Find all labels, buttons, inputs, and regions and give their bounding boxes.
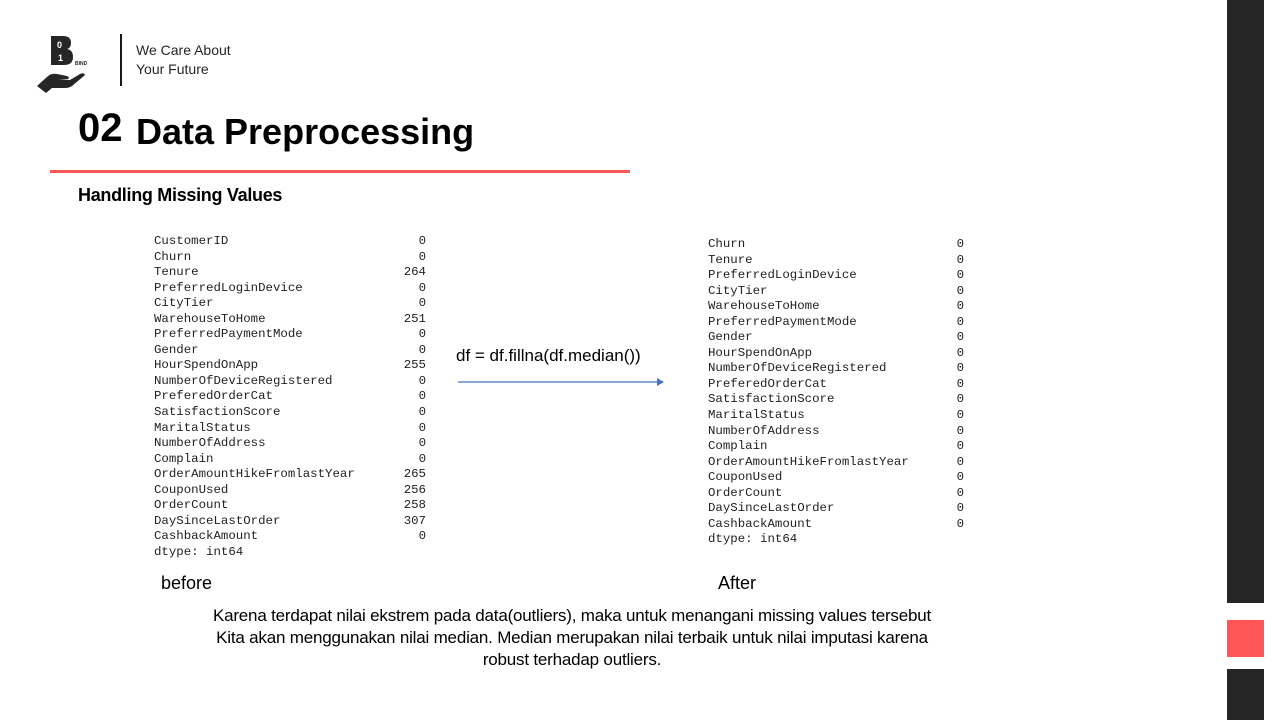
right-arrow-icon: [458, 374, 668, 390]
before-row: [154, 281, 426, 297]
after-missing-count: 0: [956, 470, 964, 485]
before-row: [154, 452, 426, 468]
before-row: [154, 327, 426, 343]
after-missing-counts: [708, 237, 964, 548]
after-column-name: OrderCount: [708, 485, 783, 500]
tagline-line-1: We Care About: [136, 42, 231, 58]
svg-text:1: 1: [58, 53, 64, 63]
after-column-name: SatisfactionScore: [708, 392, 835, 407]
section-number: 02: [78, 106, 123, 150]
after-row: [708, 237, 964, 253]
before-missing-count: 251: [403, 311, 426, 326]
side-bar-top: [1227, 0, 1264, 603]
before-missing-count: 307: [403, 513, 426, 528]
after-column-name: Gender: [708, 330, 753, 345]
before-missing-count: 0: [418, 296, 426, 311]
title-underline: [50, 170, 630, 173]
after-missing-count: 0: [956, 361, 964, 376]
before-row: [154, 498, 426, 514]
before-row: [154, 343, 426, 359]
before-missing-count: 0: [418, 420, 426, 435]
before-missing-count: 255: [403, 358, 426, 373]
before-missing-counts: [154, 234, 426, 560]
explanation-line-3: robust terhadap outliers.: [482, 650, 662, 669]
before-column-name: Complain: [154, 451, 214, 466]
after-missing-count: 0: [956, 454, 964, 469]
after-column-name: DaySinceLastOrder: [708, 501, 835, 516]
after-column-name: MaritalStatus: [708, 408, 805, 423]
before-missing-count: 0: [418, 529, 426, 544]
before-missing-count: 0: [418, 405, 426, 420]
after-row: [708, 315, 964, 331]
before-row: [154, 514, 426, 530]
before-label: before: [161, 573, 213, 593]
after-column-name: Complain: [708, 439, 768, 454]
after-row: [708, 439, 964, 455]
after-row: [708, 486, 964, 502]
before-column-name: OrderAmountHikeFromlastYear: [154, 467, 355, 482]
before-missing-count: 265: [403, 467, 426, 482]
after-missing-count: 0: [956, 423, 964, 438]
after-row: [708, 330, 964, 346]
before-row: [154, 467, 426, 483]
page-title: Data Preprocessing: [136, 111, 475, 152]
before-row: [154, 250, 426, 266]
after-row: [708, 470, 964, 486]
before-column-name: Gender: [154, 342, 199, 357]
svg-text:0: 0: [57, 40, 63, 50]
after-row: [708, 408, 964, 424]
before-column-name: OrderCount: [154, 498, 229, 513]
fillna-code: df = df.fillna(df.median()): [456, 346, 641, 365]
after-column-name: HourSpendOnApp: [708, 345, 813, 360]
before-missing-count: 0: [418, 373, 426, 388]
section-subtitle: Handling Missing Values: [78, 185, 283, 205]
before-column-name: CouponUsed: [154, 482, 229, 497]
after-missing-count: 0: [956, 408, 964, 423]
before-missing-count: 0: [418, 249, 426, 264]
side-bar-accent: [1227, 620, 1264, 657]
before-column-name: CityTier: [154, 296, 214, 311]
side-bar-bottom: [1227, 669, 1264, 720]
before-row: [154, 421, 426, 437]
after-column-name: CashbackAmount: [708, 516, 813, 531]
before-column-name: WarehouseToHome: [154, 311, 266, 326]
after-column-name: PreferedOrderCat: [708, 376, 827, 391]
after-column-name: OrderAmountHikeFromlastYear: [708, 454, 909, 469]
after-missing-count: 0: [956, 299, 964, 314]
brand-logo-icon: [34, 33, 98, 97]
after-row: [708, 501, 964, 517]
after-row: [708, 455, 964, 471]
after-column-name: CouponUsed: [708, 470, 783, 485]
after-missing-count: 0: [956, 501, 964, 516]
after-column-name: NumberOfAddress: [708, 423, 820, 438]
after-row: [708, 517, 964, 533]
before-column-name: PreferredPaymentMode: [154, 327, 303, 342]
before-row: [154, 312, 426, 328]
before-missing-count: 0: [418, 280, 426, 295]
after-column-name: Tenure: [708, 252, 753, 267]
logo-divider: [120, 34, 122, 86]
before-row: [154, 483, 426, 499]
before-column-name: Tenure: [154, 265, 199, 280]
after-label: After: [718, 573, 757, 593]
before-column-name: HourSpendOnApp: [154, 358, 259, 373]
explanation-line-2: Kita akan menggunakan nilai median. Median merupakan nilai terbaik untuk nilai imputasi karena: [216, 628, 928, 647]
explanation-text: [150, 605, 994, 671]
after-missing-count: 0: [956, 439, 964, 454]
after-dtype: dtype: int64: [708, 532, 798, 547]
before-missing-count: 0: [418, 436, 426, 451]
before-row: [154, 296, 426, 312]
before-missing-count: 0: [418, 389, 426, 404]
after-row: [708, 361, 964, 377]
before-missing-count: 0: [418, 451, 426, 466]
after-row: [708, 346, 964, 362]
before-missing-count: 0: [418, 342, 426, 357]
after-row: [708, 268, 964, 284]
before-dtype: dtype: int64: [154, 544, 244, 559]
logo-wordmark: BIND: [75, 61, 88, 67]
before-missing-count: 0: [418, 234, 426, 248]
before-column-name: DaySinceLastOrder: [154, 513, 281, 528]
after-column-name: Churn: [708, 237, 746, 251]
after-column-name: NumberOfDeviceRegistered: [708, 361, 887, 376]
before-column-name: MaritalStatus: [154, 420, 251, 435]
after-row: [708, 253, 964, 269]
before-row: [154, 389, 426, 405]
after-column-name: PreferredPaymentMode: [708, 314, 857, 329]
after-missing-count: 0: [956, 392, 964, 407]
before-row: [154, 374, 426, 390]
explanation-line-1: Karena terdapat nilai ekstrem pada data(outliers), maka untuk menangani missing values tersebut: [212, 606, 932, 625]
after-missing-count: 0: [956, 516, 964, 531]
tagline-line-2: Your Future: [136, 61, 209, 77]
before-row: [154, 436, 426, 452]
before-column-name: NumberOfDeviceRegistered: [154, 373, 333, 388]
after-row: [708, 284, 964, 300]
after-column-name: WarehouseToHome: [708, 299, 820, 314]
after-missing-count: 0: [956, 376, 964, 391]
after-row: [708, 424, 964, 440]
after-missing-count: 0: [956, 314, 964, 329]
before-row: [154, 358, 426, 374]
tagline: [136, 41, 231, 79]
before-column-name: CashbackAmount: [154, 529, 259, 544]
after-missing-count: 0: [956, 252, 964, 267]
before-column-name: NumberOfAddress: [154, 436, 266, 451]
before-column-name: PreferredLoginDevice: [154, 280, 303, 295]
after-missing-count: 0: [956, 345, 964, 360]
after-missing-count: 0: [956, 330, 964, 345]
after-row: [708, 377, 964, 393]
before-missing-count: 264: [403, 265, 426, 280]
before-missing-count: 256: [403, 482, 426, 497]
before-column-name: Churn: [154, 249, 192, 264]
before-row: [154, 234, 426, 250]
before-row: [154, 405, 426, 421]
before-column-name: PreferedOrderCat: [154, 389, 273, 404]
after-missing-count: 0: [956, 283, 964, 298]
before-column-name: CustomerID: [154, 234, 229, 248]
before-missing-count: 0: [418, 327, 426, 342]
after-column-name: PreferredLoginDevice: [708, 268, 857, 283]
before-row: [154, 529, 426, 545]
after-column-name: CityTier: [708, 283, 768, 298]
after-row: [708, 392, 964, 408]
before-row: [154, 265, 426, 281]
after-missing-count: 0: [956, 268, 964, 283]
before-column-name: SatisfactionScore: [154, 405, 281, 420]
after-row: [708, 299, 964, 315]
after-missing-count: 0: [956, 237, 964, 251]
before-missing-count: 258: [403, 498, 426, 513]
after-missing-count: 0: [956, 485, 964, 500]
